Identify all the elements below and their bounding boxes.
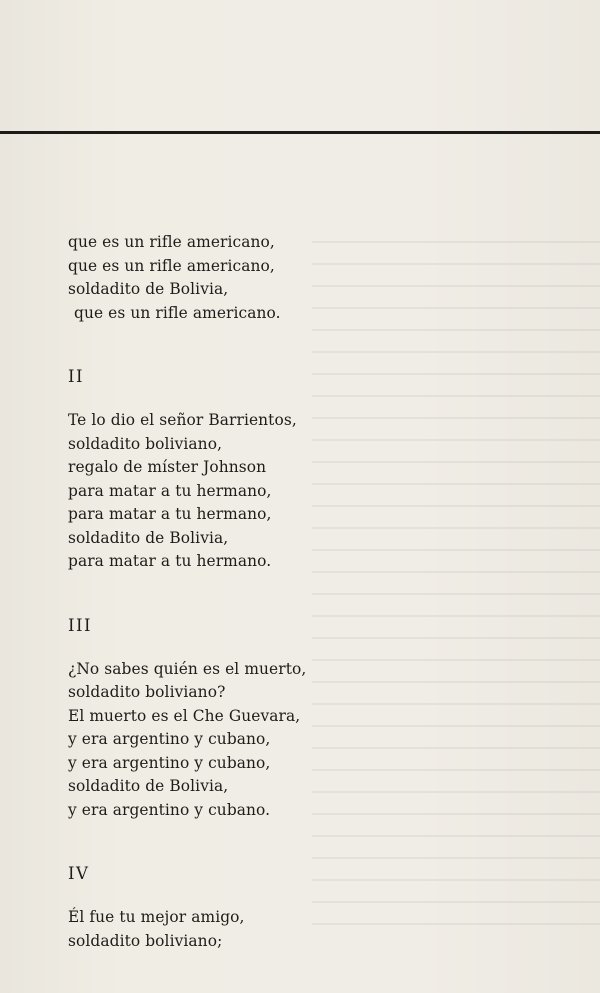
top-rule <box>0 131 600 134</box>
verse-line: soldadito boliviano? <box>68 683 226 701</box>
verse-line: que es un rifle americano, <box>68 256 275 275</box>
verse-line: Te lo dio el señor Barrientos, <box>68 411 297 429</box>
verse-line: para matar a tu hermano, <box>68 505 272 523</box>
verse-line: El muerto es el Che Guevara, <box>68 706 301 725</box>
poem-body <box>68 231 328 953</box>
verse-line: que es un rifle americano. <box>74 303 281 322</box>
stanza-2 <box>68 409 328 574</box>
stanza-3 <box>68 658 328 823</box>
verse-line: soldadito de Bolivia, <box>68 280 229 298</box>
verse-line: para matar a tu hermano. <box>68 552 272 570</box>
stanza-top <box>68 231 328 325</box>
verse-line: regalo de míster Johnson <box>68 458 267 476</box>
stanza-4 <box>68 906 328 953</box>
verse-line: y era argentino y cubano, <box>68 730 271 748</box>
show-through-text <box>312 225 600 945</box>
verse-line: soldadito boliviano, <box>68 434 223 453</box>
section-number-ii: II <box>68 367 85 386</box>
verse-line: soldadito de Bolivia, <box>68 777 229 795</box>
verse-line: soldadito boliviano; <box>68 931 223 950</box>
verse-line: Él fue tu mejor amigo, <box>68 908 245 926</box>
verse-line: y era argentino y cubano, <box>68 753 271 772</box>
verse-line: ¿No sabes quién es el muerto, <box>68 659 307 678</box>
section-number-iii: III <box>68 615 93 635</box>
verse-line: y era argentino y cubano. <box>68 800 271 819</box>
verse-line: para matar a tu hermano, <box>68 481 272 500</box>
verse-line: que es un rifle americano, <box>68 233 275 251</box>
section-number-iv: IV <box>68 864 90 883</box>
verse-line: soldadito de Bolivia, <box>68 528 229 547</box>
